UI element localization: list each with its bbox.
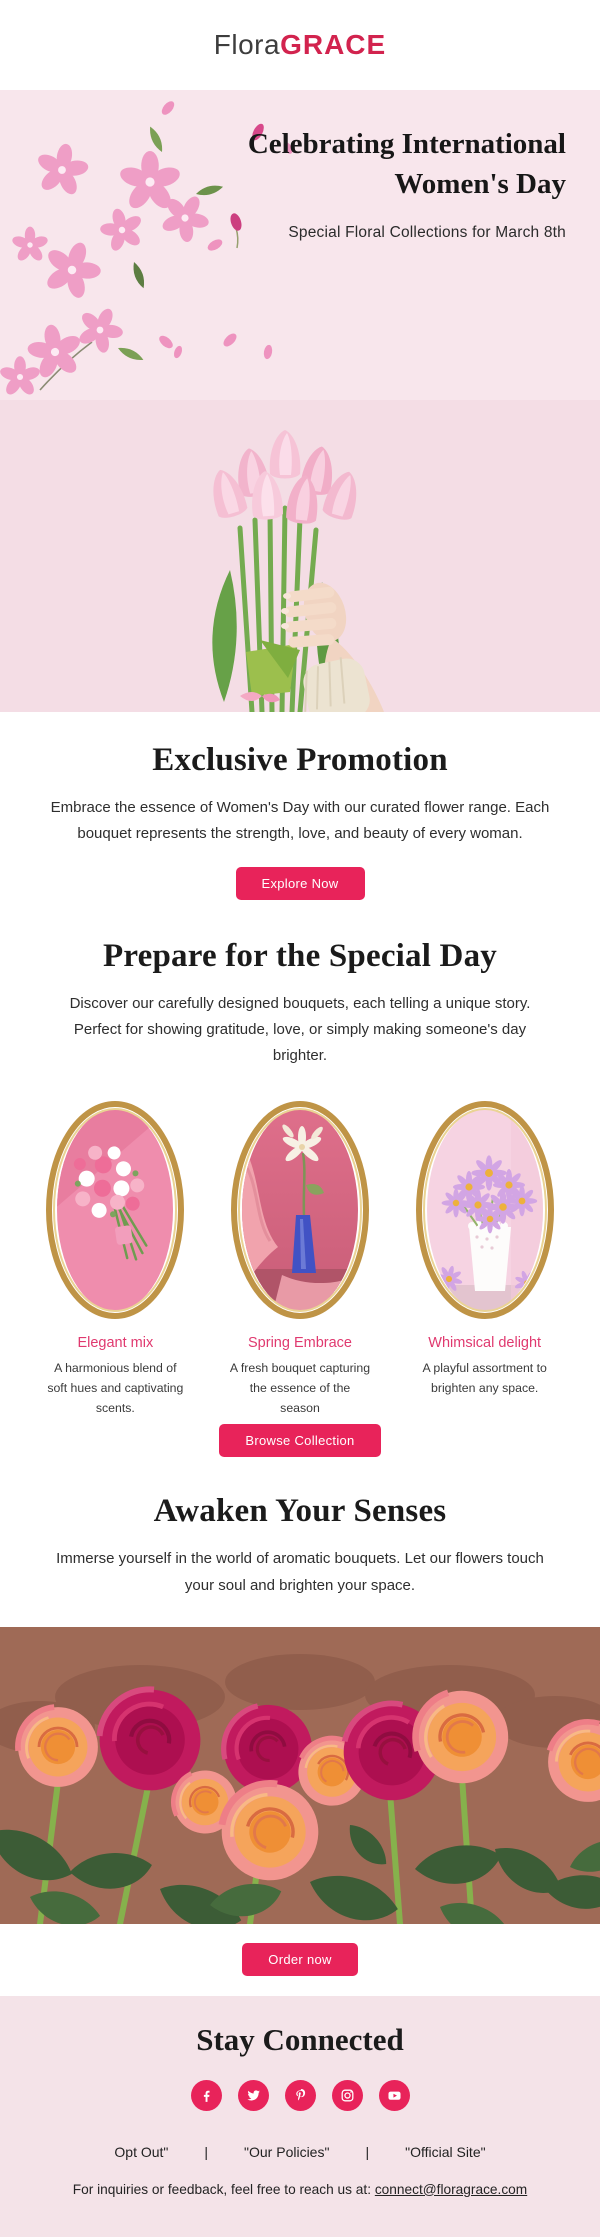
footer-links (0, 2144, 600, 2160)
card-title: Whimsical delight (428, 1335, 542, 1352)
roses-banner (0, 1627, 600, 1924)
senses-title: Awaken Your Senses (153, 1493, 447, 1530)
hero-title (248, 124, 566, 204)
header (0, 0, 600, 90)
link-separator: | (365, 2143, 370, 2160)
tulip-bouquet-illustration (0, 400, 600, 712)
collections-title: Prepare for the Special Day (102, 938, 497, 975)
footer-title: Stay Connected (196, 2021, 404, 2057)
contact-email-link[interactable]: connect@floragrace.com (374, 2181, 528, 2197)
hero-title-block (248, 124, 566, 242)
social-row (0, 2080, 600, 2111)
card-title: Spring Embrace (248, 1335, 352, 1352)
card-description: A playful assortment to brighten any space. (422, 1361, 547, 1396)
collection-card-spring-embrace[interactable] (230, 1097, 371, 1418)
promo-title: Exclusive Promotion (152, 742, 448, 778)
twitter-icon[interactable] (238, 2080, 269, 2111)
collections-section (0, 900, 600, 1457)
tulips-banner (0, 400, 600, 712)
collection-card-elegant-mix[interactable] (45, 1097, 186, 1418)
card-description: A fresh bouquet capturing the essence of the season (229, 1361, 371, 1415)
explore-now-button[interactable]: Explore Now (236, 867, 365, 900)
brand-name-primary: Flora (213, 29, 281, 60)
pinterest-icon[interactable] (285, 2080, 316, 2111)
footer (0, 1996, 600, 2237)
link-separator: | (204, 2143, 209, 2160)
card-description: A harmonious blend of soft hues and captivating scents. (47, 1361, 184, 1415)
roses-illustration (0, 1627, 600, 1924)
hero-title-line1: Celebrating International (247, 128, 566, 160)
promo-section (0, 712, 600, 900)
order-now-button[interactable]: Order now (242, 1943, 357, 1976)
hero-banner (0, 90, 600, 400)
official-site-link[interactable]: "Official Site" (405, 2143, 486, 2160)
collection-card-whimsical-delight[interactable] (414, 1097, 555, 1418)
hero-subtitle: Special Floral Collections for March 8th (288, 224, 566, 242)
collection-cards (45, 1097, 555, 1418)
senses-body: Immerse yourself in the world of aromatic bouquets. Let our flowers touch your soul and brighten your space. (56, 1550, 544, 1594)
order-band (0, 1924, 600, 1996)
card-title: Elegant mix (77, 1335, 154, 1352)
brand-logo[interactable] (214, 29, 386, 61)
our-policies-link[interactable]: "Our Policies" (244, 2143, 330, 2160)
whimsical-delight-image (415, 1097, 555, 1323)
browse-collection-button[interactable]: Browse Collection (219, 1424, 380, 1457)
instagram-icon[interactable] (332, 2080, 363, 2111)
brand-name-secondary: GRACE (280, 29, 387, 60)
senses-section (0, 1457, 600, 1598)
elegant-mix-image (45, 1097, 185, 1323)
contact-line (0, 2182, 600, 2197)
promo-body: Embrace the essence of Women's Day with our curated flower range. Each bouquet represents the strength, love, and beauty of every woman. (50, 799, 550, 843)
hero-title-line2: Women's Day (394, 168, 566, 201)
contact-text: For inquiries or feedback, feel free to reach us at: (72, 2181, 375, 2197)
opt-out-link[interactable]: Opt Out" (114, 2143, 169, 2160)
collections-body: Discover our carefully designed bouquets, each telling a unique story. Perfect for showing gratitude, love, or simply making someone's day brighter. (69, 995, 531, 1065)
youtube-icon[interactable] (379, 2080, 410, 2111)
spring-embrace-image (230, 1097, 370, 1323)
facebook-icon[interactable] (191, 2080, 222, 2111)
